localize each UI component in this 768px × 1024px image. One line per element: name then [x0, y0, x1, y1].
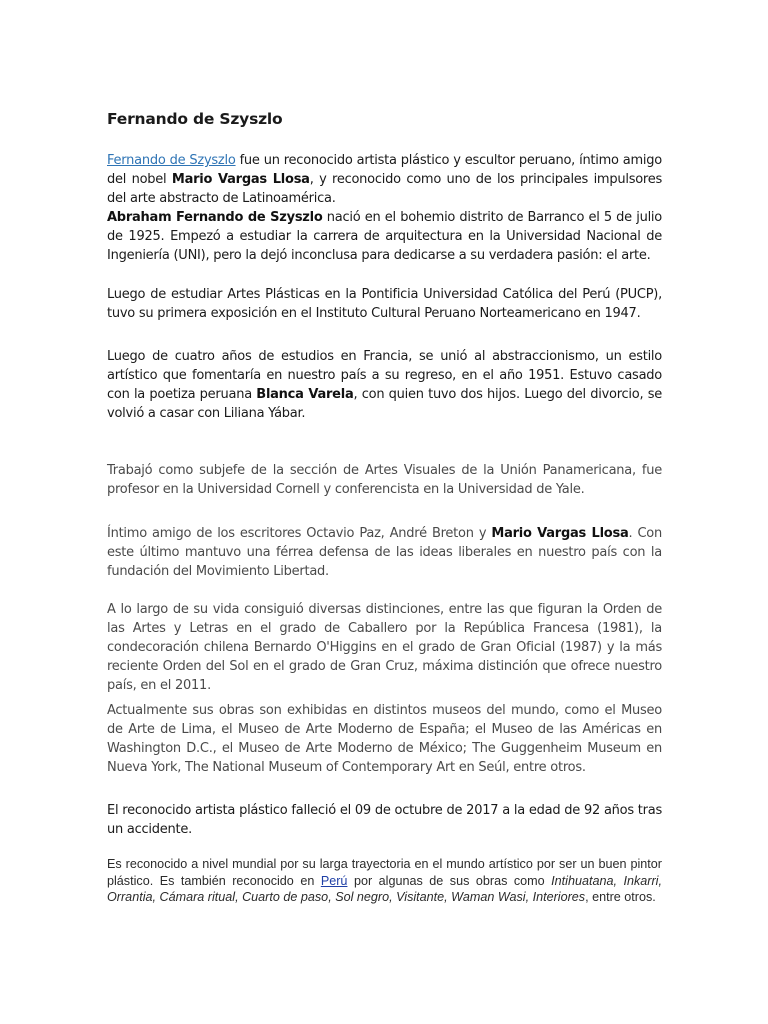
paragraph-text: . Con este último mantuvo una férrea defensa de las ideas liberales en nuestro país con la fundación del Movimiento Libertad. — [107, 526, 662, 579]
bold-name: Mario Vargas Llosa — [171, 172, 310, 187]
paragraph-studies: Luego de estudiar Artes Plásticas en la Pontificia Universidad Católica del Perú (PUCP), tuvo su primera exposición en el Instituto Cultural Peruano Norteamericano en 1947. — [107, 287, 662, 321]
paragraph-text: , con quien tuvo dos hijos. Luego del divorcio, se volvió a casar con Liliana Yábar. — [107, 387, 662, 421]
paragraph-friends — [107, 524, 662, 581]
paragraph-text: , y reconocido como uno de los principales impulsores del arte abstracto de Latinoamérica. — [107, 172, 663, 206]
paragraph-france — [107, 347, 662, 423]
paragraph-text: nació en el bohemio distrito de Barranco el 5 de julio de 1925. Empezó a estudiar la carrera de arquitectura en la Universidad Nacional de Ingeniería (UNI), pero la dejó inconclusa para dedicarse a su verdadera pasión: el arte. — [107, 210, 662, 263]
paragraph-intro — [107, 151, 662, 208]
paragraph-distinctions: A lo largo de su vida consiguió diversas distinciones, entre las que figuran la Orden de las Artes y Letras en el grado de Caballero por la República Francesa (1981), la condecoración chilena Bernardo O'Higgins en el grado de Gran Oficial (1987) y la más reciente Orden del Sol en el grado de Gran Cruz, máxima distinción que ofrece nuestro país, en el 2011. — [107, 602, 662, 693]
peru-link[interactable]: Perú — [320, 873, 348, 888]
paragraph-career: Trabajó como subjefe de la sección de Artes Visuales de la Unión Panamericana, fue profesor en la Universidad Cornell y conferencista en la Universidad de Yale. — [107, 463, 662, 497]
bold-name: Mario Vargas Llosa — [491, 526, 629, 541]
paragraph-biography — [107, 208, 662, 265]
bold-name: Blanca Varela — [256, 387, 354, 402]
paragraph-text: Luego de cuatro años de estudios en Francia, se unió al abstraccionismo, un estilo artístico que fomentaría en nuestro país a su regreso, en el año 1951. Estuvo casado con la poetiza peruana — [107, 349, 662, 402]
paragraph-text: Es reconocido a nivel mundial por su larga trayectoria en el mundo artístico por ser un buen pintor plástico. Es también reconocido en — [107, 857, 662, 888]
paragraph-death: El reconocido artista plástico falleció el 09 de octubre de 2017 a la edad de 92 años tras un accidente. — [107, 803, 662, 837]
paragraph-museums: Actualmente sus obras son exhibidas en distintos museos del mundo, como el Museo de Arte de Lima, el Museo de Arte Moderno de España; el Museo de las Américas en Washington D.C., el Museo de Arte Moderno de México; The Guggenheim Museum en Nueva York, The National Museum of Contemporary Art en Seúl, entre otros. — [107, 703, 662, 775]
paragraph-text: fue un reconocido artista plástico y escultor peruano, íntimo amigo del nobel — [107, 153, 662, 187]
paragraph-text: , entre otros. — [585, 890, 656, 904]
italic-works: Intihuatana, Inkarri, Orrantia, Cámara ritual, Cuarto de paso, Sol negro, Visitante, Waman Wasi, Interiores — [107, 873, 662, 904]
paragraph-recognition — [107, 856, 662, 906]
paragraph-text: por algunas de sus obras como — [347, 873, 552, 888]
paragraph-text: Íntimo amigo de los escritores Octavio Paz, André Breton y — [107, 526, 492, 541]
szyszlo-link[interactable]: Fernando de Szyszlo — [107, 153, 236, 168]
bold-name: Abraham Fernando de Szyszlo — [107, 210, 323, 225]
document-title: Fernando de Szyszlo — [107, 110, 283, 128]
